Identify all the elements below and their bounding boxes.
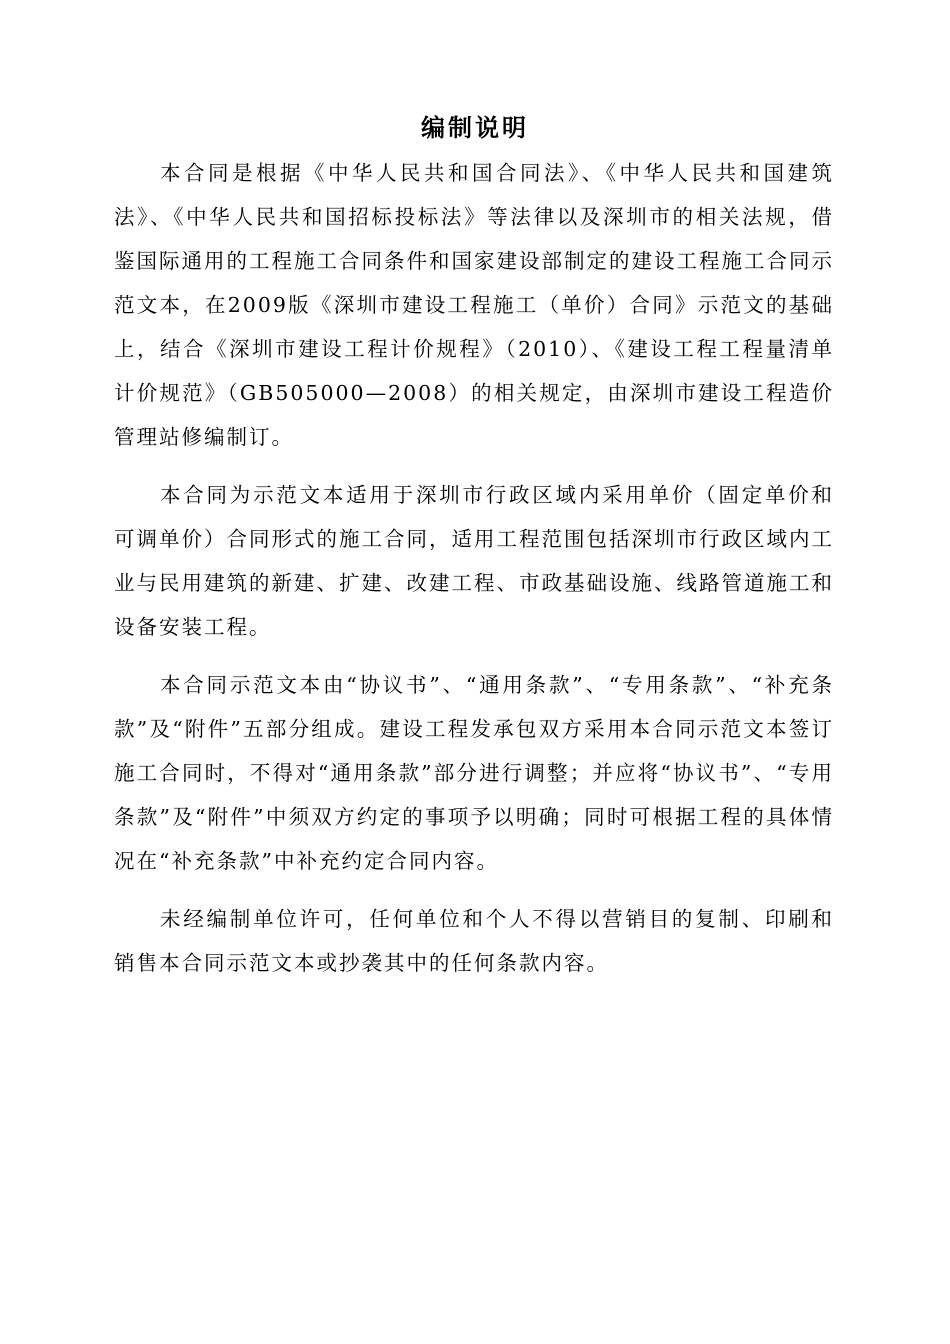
paragraph-3: 本合同示范文本由“协议书”、“通用条款”、“专用条款”、“补充条款”及“附件”五部分组成。建设工程发承包双方采用本合同示范文本签订施工合同时，不得对“通用条款”部分进行调整；并应将“协议书”、“专用条款”及“附件”中须双方约定的事项予以明确；同时可根据工程的具体情况在“补充条款”中补充约定合同内容。	[114, 673, 834, 873]
document-body	[114, 151, 834, 985]
paragraph-2: 本合同为示范文本适用于深圳市行政区域内采用单价（固定单价和可调单价）合同形式的施工合同，适用工程范围包括深圳市行政区域内工业与民用建筑的新建、扩建、改建工程、市政基础设施、线路管道施工和设备安装工程。	[114, 483, 834, 639]
document-title: 编制说明	[421, 114, 529, 142]
paragraph-1: 本合同是根据《中华人民共和国合同法》、《中华人民共和国建筑法》、《中华人民共和国招标投标法》等法律以及深圳市的相关法规，借鉴国际通用的工程施工合同条件和国家建设部制定的建设工程施工合同示范文本，在2009版《深圳市建设工程施工（单价）合同》示范文的基础上，结合《深圳市建设工程计价规程》（2010）、《建设工程工程量清单计价规范》（GB505000—2008）的相关规定，由深圳市建设工程造价管理站修编制订。	[114, 161, 834, 449]
paragraph-4: 未经编制单位许可，任何单位和个人不得以营销目的复制、印刷和销售本合同示范文本或抄袭其中的任何条款内容。	[114, 907, 834, 975]
